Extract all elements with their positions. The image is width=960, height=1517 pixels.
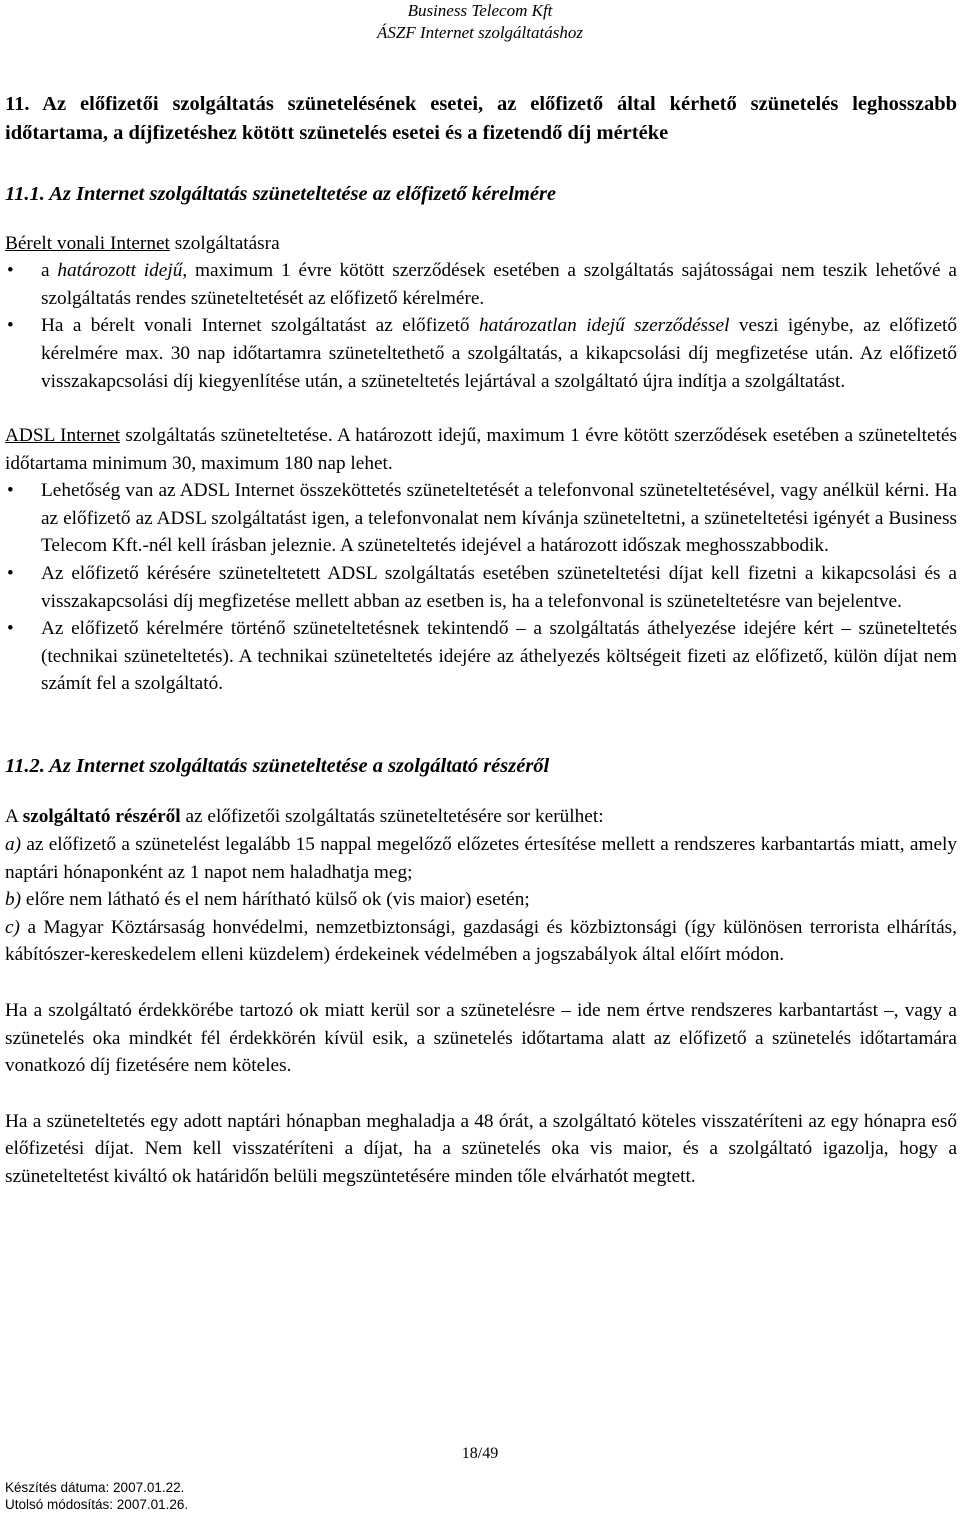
adsl-bullets (5, 477, 957, 698)
header-company: Business Telecom Kft (407, 1, 553, 20)
leased-line-bullets (5, 257, 957, 395)
adsl-intro (5, 422, 957, 477)
header-doc-title: ÁSZF Internet szolgáltatáshoz (377, 23, 583, 42)
list-item: • Lehetőség van az ADSL Internet összeköttetés szüneteltetését a telefonvonal szüneteltetésével, vagy anélkül kérni. Ha az előfizető az ADSL szolgáltatást igen, a telefonvonalat nem kívánja szüneteltetni, a szüneteltetési igényét a Business Telecom Kft.-nél kell írásban jeleznie. A szüneteltetés idejével a határozott időszak meghosszabbodik. (5, 477, 957, 560)
list-item: • Az előfizető kérelmére történő szüneteltetésnek tekintendő – a szolgáltatás áthelyezése idejére kért – szüneteltetés (technikai szüneteltetés). A technikai szüneteltetés idejére az áthelyezés költségeit fizeti az előfizető, külön díjat nem számít fel a szolgáltató. (5, 615, 957, 698)
item-text: előre nem látható és el nem hárítható külső ok (vis maior) esetén; (21, 889, 530, 911)
list-item (5, 312, 957, 395)
item-label: a) (5, 833, 22, 855)
paragraph-suspension-fee: Ha a szolgáltató érdekkörébe tartozó ok miatt kerül sor a szünetelésre – ide nem értve rendszeres karbantartást –, vagy a szünetelés oka mindkét fél érdekkörén kívül esik, a szünetelés időtartama alatt az előfizető a szünetelés időtartamára vonatkozó díj fizetésére nem köteles. (5, 999, 957, 1077)
leased-line-rest: szolgáltatásra (169, 232, 280, 254)
item-b (5, 886, 957, 914)
paragraph-refund: Ha a szüneteltetés egy adott naptári hónapban meghaladja a 48 órát, a szolgáltató köteles visszatéríteni az egy hónapra eső előfizetési díjat. Nem kell visszatéríteni a díjat, ha a szünetelés oka vis maior, és a szolgáltató igazolja, hogy a szüneteltetést kiváltó ok határidőn belüli megszüntetésére minden tőle elvárhatót megtett. (5, 1110, 957, 1187)
list-item (5, 257, 957, 312)
adsl-rest: szolgáltatás szüneteltetése. A határozott idejű, maximum 1 évre kötött szerződések esetében a szüneteltetés időtartama minimum 30, maximum 180 nap lehet. (5, 425, 957, 474)
intro-bold: szolgáltató részéről (22, 806, 181, 828)
bullet-text: Ha a bérelt vonali Internet szolgáltatást az előfizető (41, 315, 479, 337)
page-header (0, 0, 960, 44)
leased-line-label: Bérelt vonali Internet (5, 232, 170, 254)
provider-intro (5, 803, 957, 831)
adsl-label: ADSL Internet (5, 425, 120, 447)
item-a (5, 831, 957, 886)
item-c (5, 914, 957, 969)
page-number: 18/49 (461, 1445, 499, 1462)
section-11-1-heading: 11.1. Az Internet szolgáltatás szüneteltetése az előfizető kérelmére (5, 183, 557, 206)
item-label: c) (5, 916, 20, 938)
intro-text: A (5, 806, 23, 828)
section-11-2-heading: 11.2. Az Internet szolgáltatás szüneteltetése a szolgáltató részéről (5, 755, 550, 778)
footer-created: Készítés dátuma: 2007.01.22. (5, 1480, 185, 1495)
leased-line-intro (5, 230, 957, 258)
bullet-text: , maximum 1 évre kötött szerződések esetében a szolgáltatás sajátosságai nem teszik lehetővé a szolgáltatás rendes szüneteltetését az előfizető kérelmére. (41, 260, 957, 309)
bullet-text: veszi igénybe, az előfizető kérelmére max. 30 nap időtartamra szüneteltethető a szolgáltatás, a kikapcsolási díj megfizetése után. Az előfizető visszakapcsolási díj kiegyenlítése után, a szüneteltetés lejártával a szolgáltató újra indítja a szolgáltatást. (41, 315, 958, 392)
page-footer (5, 1479, 188, 1513)
section-11-heading: 11. Az előfizetői szolgáltatás szünetelésének esetei, az előfizető által kérhető szünetelés leghosszabb időtartama, a díjfizetéshez kötött szünetelés esetei és a fizetendő díj mértéke (5, 93, 957, 145)
item-label: b) (5, 889, 22, 911)
bullet-italic: határozott idejű (57, 260, 183, 282)
bullet-italic: határozatlan idejű szerződéssel (478, 315, 730, 337)
footer-modified: Utolsó módosítás: 2007.01.26. (5, 1497, 189, 1512)
intro-text: az előfizetői szolgáltatás szüneteltetésére sor kerülhet: (180, 806, 604, 828)
list-item: • Az előfizető kérésére szüneteltetett ADSL szolgáltatás esetében szüneteltetési díjat kell fizetni a kikapcsolási és a visszakapcsolási díj megfizetése mellett abban az esetben is, ha a telefonvonal is szüneteltetésre van bejelentve. (5, 560, 957, 615)
bullet-text: a (41, 260, 58, 282)
item-text: az előfizető a szünetelést legalább 15 nappal megelőző előzetes értesítése mellett a rendszeres karbantartás miatt, amely naptári hónaponként az 1 napot nem haladhatja meg; (5, 833, 957, 883)
item-text: a Magyar Köztársaság honvédelmi, nemzetbiztonsági, gazdasági és közbiztonsági (így különösen terrorista elhárítás, kábítószer-kereskedelem elleni küzdelem) érdekeinek védelmében a jogszabályok által előírt módon. (5, 916, 957, 966)
document-body (5, 90, 957, 1190)
